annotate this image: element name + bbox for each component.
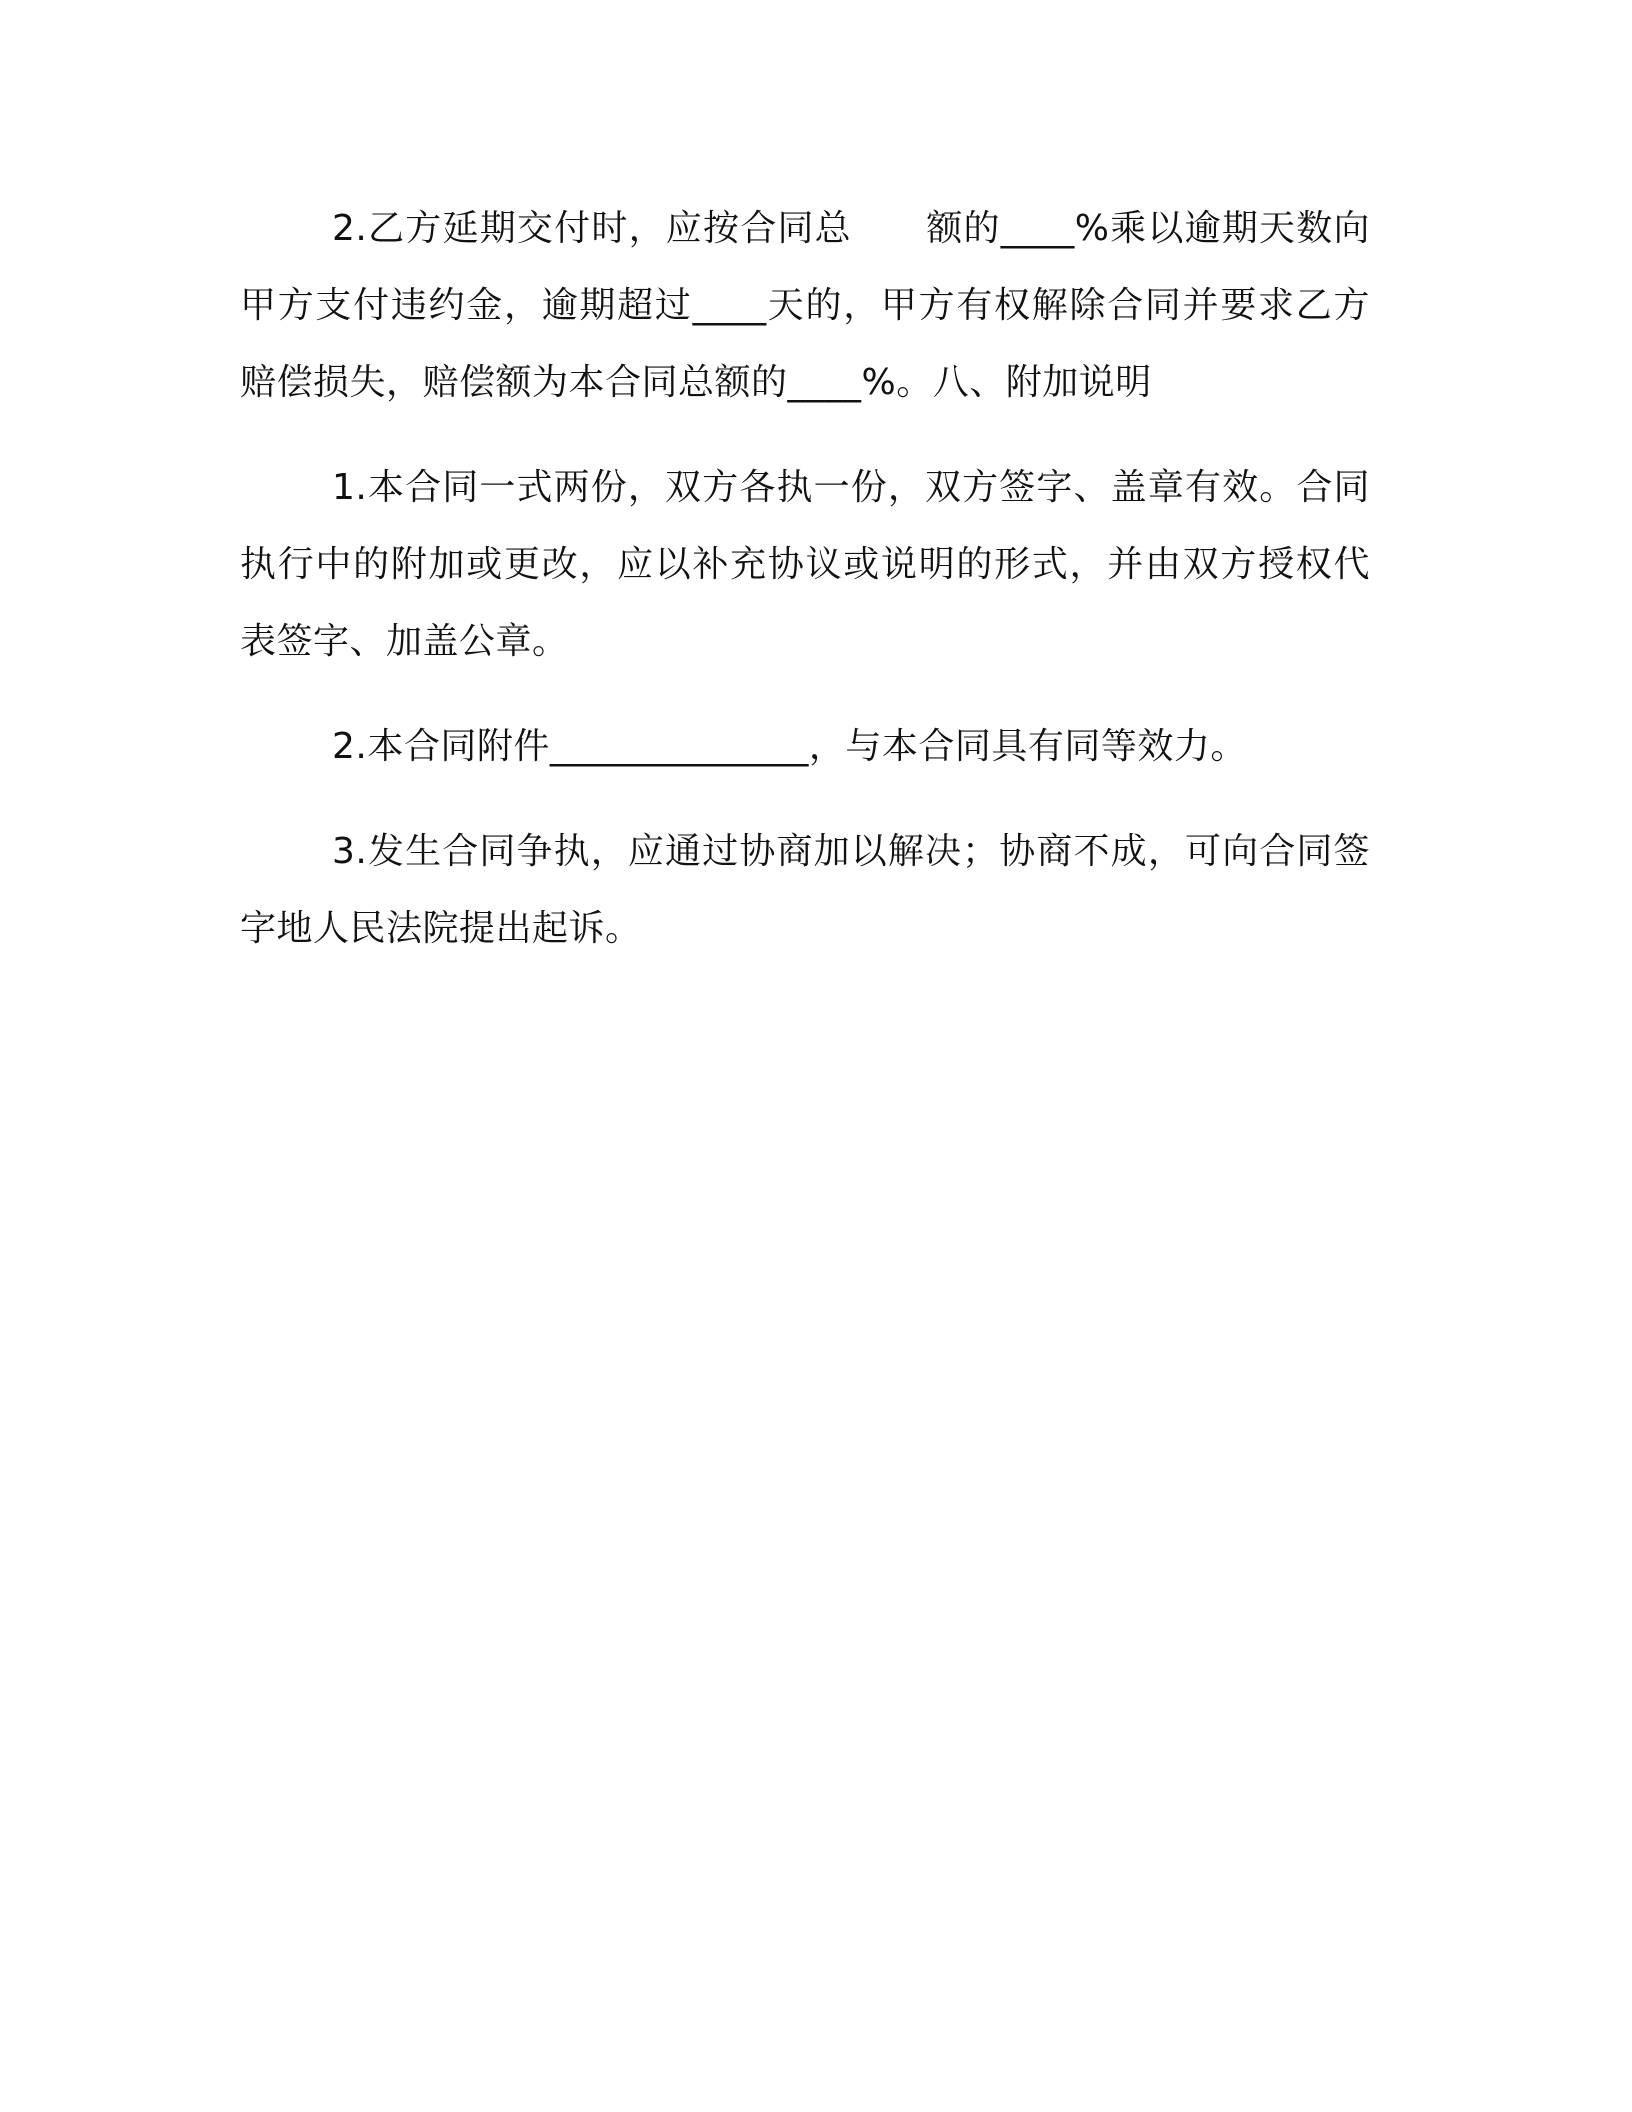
paragraph-attachments: 2.本合同附件______________，与本合同具有同等效力。 — [332, 726, 1247, 767]
document-body — [240, 190, 1370, 995]
paragraph-copies-signatures: 1.本合同一式两份，双方各执一份，双方签字、盖章有效。合同执行中的附加或更改，应以补充协议或说明的形式，并由双方授权代表签字、加盖公章。 — [240, 467, 1370, 662]
paragraph-dispute-resolution: 3.发生合同争执，应通过协商加以解决；协商不成，可向合同签字地人民法院提出起诉。 — [240, 831, 1370, 949]
paragraph-delay-penalty: 2.乙方延期交付时，应按合同总 额的____%乘以逾期天数向甲方支付违约金，逾期超过____天的，甲方有权解除合同并要求乙方赔偿损失，赔偿额为本合同总额的____%。八、附加说明 — [240, 208, 1370, 403]
